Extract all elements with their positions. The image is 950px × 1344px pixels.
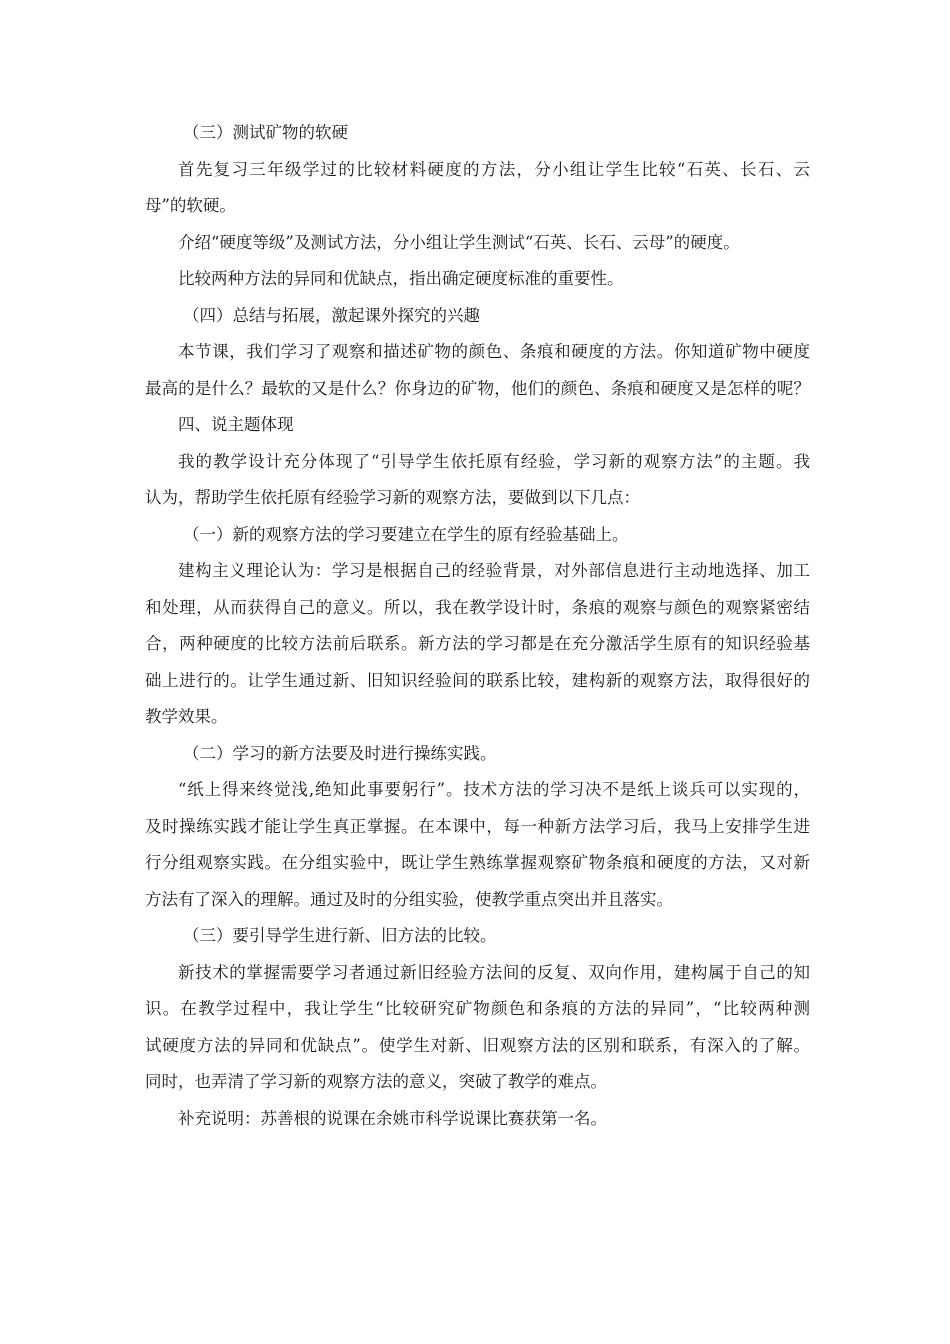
paragraph-line: 方法有了深入的理解。通过及时的分组实验，使教学重点突出并且落实。 (145, 889, 673, 909)
paragraph-line: 和处理，从而获得自己的意义。所以，我在教学设计时，条痕的观察与颜色的观察紧密结 (145, 597, 810, 617)
paragraph-line: 认为，帮助学生依托原有经验学习新的观察方法，要做到以下几点： (145, 488, 640, 507)
paragraph-line: 我的教学设计充分体现了“引导学生依托原有经验，学习新的观察方法”的主题。我 (178, 451, 810, 471)
supplementary-note: 补充说明：苏善根的说课在余姚市科学说课比赛获第一名。 (178, 1108, 607, 1128)
paragraph-line: 及时操练实践才能让学生真正掌握。在本课中，每一种新方法学习后，我马上安排学生进 (145, 816, 810, 836)
paragraph-line: 同时，也弄清了学习新的观察方法的意义，突破了教学的难点。 (145, 1072, 607, 1091)
paragraph-line: 合，两种硬度的比较方法前后联系。新方法的学习都是在充分激活学生原有的知识经验基 (145, 634, 810, 653)
paragraph-line: 教学效果。 (145, 707, 228, 726)
section-heading: 四、说主题体现 (178, 415, 294, 434)
paragraph-line: 识。在教学过程中，我让学生“比较研究矿物颜色和条痕的方法的异同”，“比较两种测 (145, 999, 810, 1018)
paragraph-line: 新技术的掌握需要学习者通过新旧经验方法间的反复、双向作用，建构属于自己的知 (178, 962, 810, 982)
paragraph-line: 行分组观察实践。在分组实验中，既让学生熟练掌握观察矿物条痕和硬度的方法，又对新 (145, 853, 810, 872)
section-heading: （二）学习的新方法要及时进行操练实践。 (183, 743, 497, 763)
document-body (145, 115, 810, 1137)
paragraph-line: 础上进行的。让学生通过新、旧知识经验间的联系比较，建构新的观察方法，取得很好的 (145, 670, 810, 690)
section-heading: （四）总结与拓展，激起课外探究的兴趣 (183, 305, 480, 325)
paragraph-line: 试硬度方法的异同和优缺点”。使学生对新、旧观察方法的区别和联系，有深入的了解。 (145, 1035, 810, 1055)
paragraph-line: 母”的软硬。 (145, 196, 236, 215)
paragraph-line: 介绍“硬度等级”及测试方法，分小组让学生测试“石英、长石、云母”的硬度。 (178, 232, 740, 252)
section-heading: （三）测试矿物的软硬 (183, 123, 348, 142)
paragraph-line: “纸上得来终觉浅,绝知此事要躬行”。技术方法的学习决不是纸上谈兵可以实现的， (178, 780, 810, 799)
paragraph-line: 建构主义理论认为：学习是根据自己的经验背景，对外部信息进行主动地选择、加工 (178, 561, 810, 580)
section-heading: （三）要引导学生进行新、旧方法的比较。 (183, 926, 497, 945)
paragraph-line: 首先复习三年级学过的比较材料硬度的方法，分小组让学生比较“石英、长石、云 (178, 159, 810, 179)
section-heading: （一）新的观察方法的学习要建立在学生的原有经验基础上。 (183, 524, 629, 544)
paragraph-line: 最高的是什么？最软的又是什么？你身边的矿物，他们的颜色、条痕和硬度又是怎样的呢？ (145, 378, 810, 398)
paragraph-line: 比较两种方法的异同和优缺点，指出确定硬度标准的重要性。 (178, 269, 624, 288)
paragraph-line: 本节课，我们学习了观察和描述矿物的颜色、条痕和硬度的方法。你知道矿物中硬度 (178, 342, 810, 361)
